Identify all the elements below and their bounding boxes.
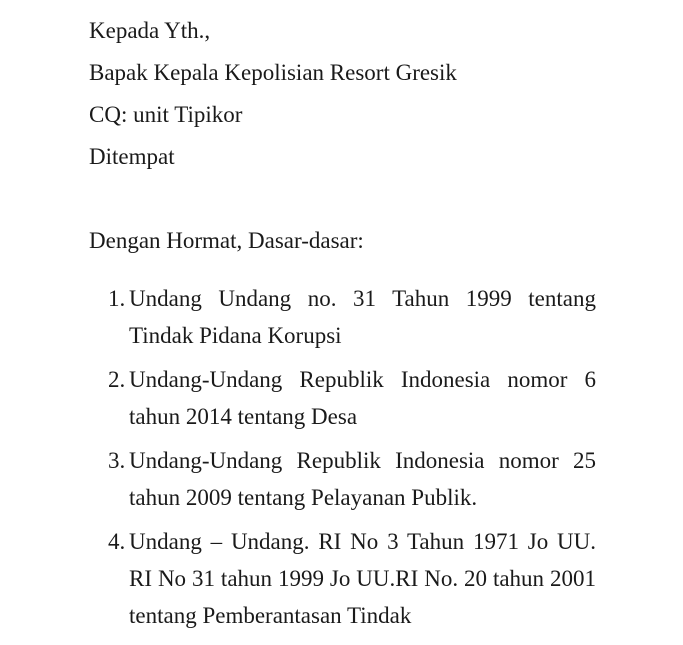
list-item-number: 1. [108, 286, 126, 311]
recipient-line-2: Bapak Kepala Kepolisian Resort Gresik [89, 60, 457, 85]
list-item [108, 523, 596, 634]
list-item-number: 3. [108, 448, 126, 473]
list-item-number: 4. [108, 529, 126, 554]
list-item-text: Undang-Undang Republik Indonesia nomor 6 tahun 2014 tentang Desa [129, 367, 596, 429]
list-item-text: Undang-Undang Republik Indonesia nomor 25 tahun 2009 tentang Pelayanan Publik. [129, 448, 596, 510]
list-item-number: 2. [108, 367, 126, 392]
list-item [108, 280, 596, 354]
recipient-line-1: Kepada Yth., [89, 18, 211, 43]
recipient-line-4: Ditempat [89, 144, 175, 169]
salutation: Dengan Hormat, Dasar-dasar: [89, 228, 364, 253]
list-item-text: Undang – Undang. RI No 3 Tahun 1971 Jo UU. RI No 31 tahun 1999 Jo UU.RI No. 20 tahun 2001 tentang Pemberantasan Tindak [129, 529, 596, 628]
recipient-line-3: CQ: unit Tipikor [89, 102, 243, 127]
list-item [108, 361, 596, 435]
list-item-text: Undang Undang no. 31 Tahun 1999 tentang Tindak Pidana Korupsi [129, 286, 596, 348]
bases-list [108, 280, 596, 641]
list-item [108, 442, 596, 516]
